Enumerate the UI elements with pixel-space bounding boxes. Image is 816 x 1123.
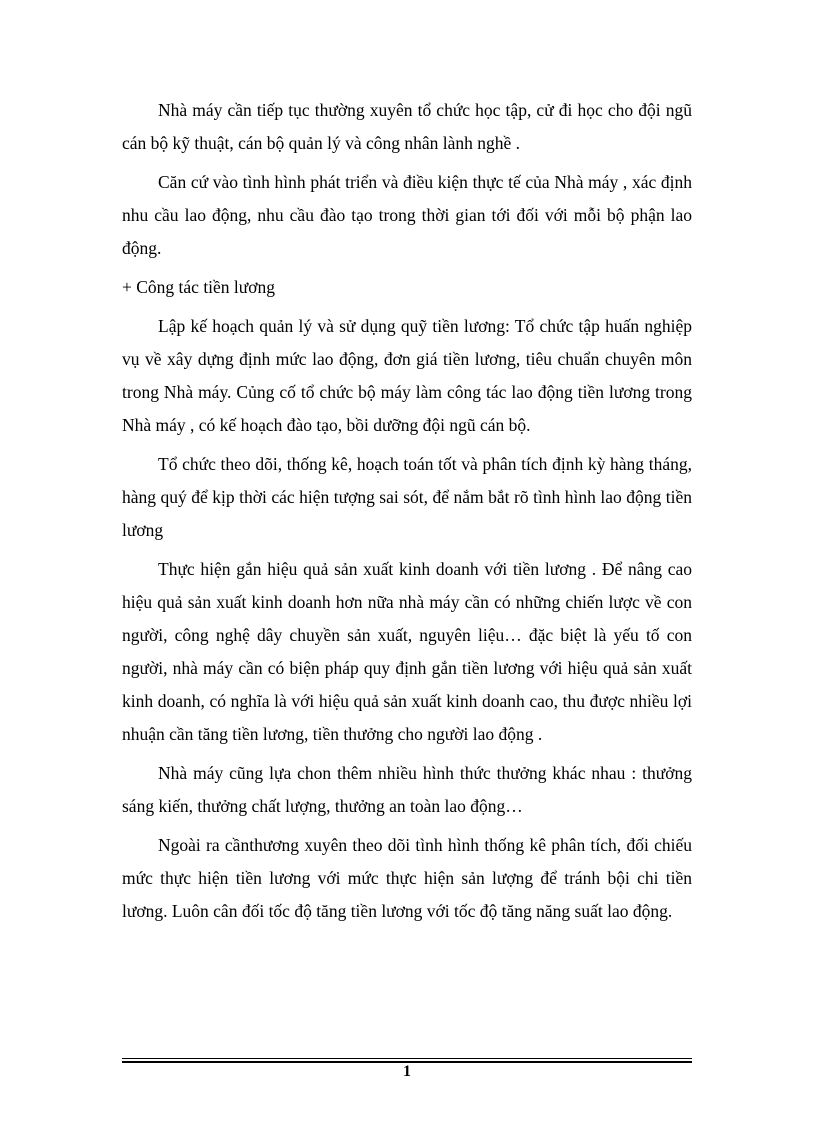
paragraph-balance: Ngoài ra cầnthương xuyên theo dõi tình hình thống kê phân tích, đối chiếu mức thực hiện tiền lương với mức thực hiện sản lượng để tránh bội chi tiền lương. Luôn cân đối tốc độ tăng tiền lương với tốc độ tăng năng suất lao động. [122,835,692,921]
section-heading-salary: + Công tác tiền lương [122,277,276,297]
document-body [122,94,692,928]
page-number: 1 [403,1063,411,1080]
paragraph-bonus: Nhà máy cũng lựa chon thêm nhiều hình thức thưởng khác nhau : thưởng sáng kiến, thưởng chất lượng, thưởng an toàn lao động… [122,763,692,816]
paragraph-salary-plan: Lập kế hoạch quản lý và sử dụng quỹ tiền lương: Tổ chức tập huấn nghiệp vụ về xây dựng định mức lao động, đơn giá tiền lương, tiêu chuẩn chuyên môn trong Nhà máy. Củng cố tổ chức bộ máy làm công tác lao động tiền lương trong Nhà máy , có kế hoạch đào tạo, bồi dưỡng đội ngũ cán bộ. [122,316,692,435]
paragraph-monitoring: Tổ chức theo dõi, thống kê, hoạch toán tốt và phân tích định kỳ hàng tháng, hàng quý để kịp thời các hiện tượng sai sót, để nắm bắt rõ tình hình lao động tiền lương [122,454,692,540]
paragraph-efficiency: Thực hiện gắn hiệu quả sản xuất kinh doanh với tiền lương . Để nâng cao hiệu quả sản xuất kinh doanh hơn nữa nhà máy cần có những chiến lược về con người, công nghệ dây chuyền sản xuất, nguyên liệu… đặc biệt là yếu tố con người, nhà máy cần có biện pháp quy định gắn tiền lương với hiệu quả sản xuất kinh doanh, có nghĩa là với hiệu quả sản xuất kinh doanh cao, thu được nhiều lợi nhuận cần tăng tiền lương, tiền thưởng cho người lao động . [122,559,692,744]
paragraph-labor-needs: Căn cứ vào tình hình phát triển và điều kiện thực tế của Nhà máy , xác định nhu cầu lao động, nhu cầu đào tạo trong thời gian tới đối với mỗi bộ phận lao động. [122,172,692,258]
footer-divider-top [122,1058,692,1059]
paragraph-training: Nhà máy cần tiếp tục thường xuyên tổ chức học tập, cử đi học cho đội ngũ cán bộ kỹ thuật, cán bộ quản lý và công nhân lành nghề . [122,100,692,153]
